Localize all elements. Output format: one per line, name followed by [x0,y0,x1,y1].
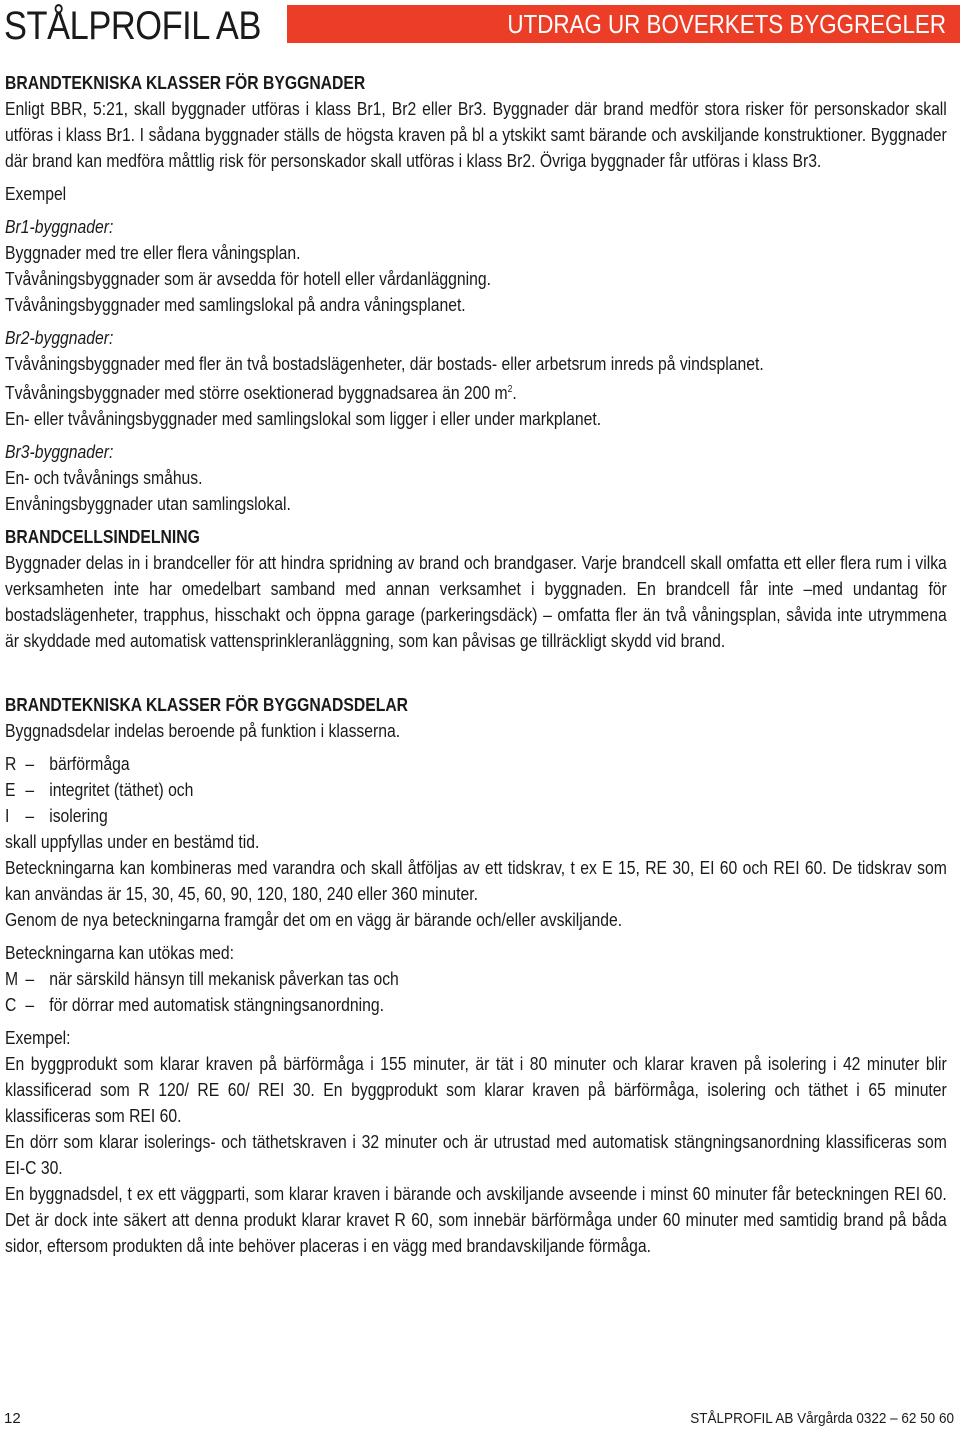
class-text: isolering [49,805,108,826]
example-label: Exempel [5,183,67,204]
class-letter: I [5,805,10,826]
br2-item: Tvåvåningsbyggnader med fler än två bostadslägenheter, där bostads- eller arbetsrum inreds på vindsplanet. [5,353,764,374]
extension-item [5,966,947,992]
br2-item-end: . [512,382,517,403]
class-dash: – [25,805,35,826]
extension-text: för dörrar med automatisk stängningsanordning. [49,994,384,1015]
extension-dash: – [25,968,35,989]
br1-item: Tvåvåningsbyggnader som är avsedda för hotell eller vårdanläggning. [5,268,492,289]
class-dash: – [25,779,35,800]
class-item [5,751,947,777]
extension-letter: M [5,968,19,989]
extension-text: när särskild hänsyn till mekanisk påverkan tas och [49,968,399,989]
example-paragraph: En byggnadsdel, t ex ett väggparti, som klarar kraven i bärande och avskiljande avseende i minst 60 minuter får beteckningen REI 60. Det är dock inte säkert att denna produkt klarar kravet R 60, som innebär bärförmåga under 60 minuter med samtidig brand på båda sidor, eftersom produkten då inte behöver placeras i en vägg med brandavskiljande förmåga. [5,1183,947,1256]
class-letter: E [5,779,16,800]
page-number: 12 [4,1410,21,1427]
br2-label: Br2-byggnader: [5,327,114,348]
example-paragraph: En byggprodukt som klarar kraven på bärförmåga i 155 minuter, är tät i 80 minuter och klarar kraven på isolering i 42 minuter blir klassificerad som R 120/ RE 60/ REI 30. En byggprodukt som klarar kraven på bärförmåga, isolering och täthet i 65 minuter klassificeras som REI 60. [5,1053,947,1126]
br3-item: Envåningsbyggnader utan samlingslokal. [5,493,291,514]
br2-item [5,377,947,406]
br2-item: En- eller tvåvåningsbyggnader med samlingslokal som ligger i eller under markplanet. [5,408,602,429]
br3-label: Br3-byggnader: [5,441,114,462]
new-designations-text: Genom de nya beteckningarna framgår det om en vägg är bärande och/eller avskiljande. [5,909,623,930]
page-header [0,0,960,56]
class-text: bärförmåga [49,753,130,774]
extension-dash: – [25,994,35,1015]
extension-letter: C [5,994,17,1015]
classes-requirement: skall uppfyllas under en bestämd tid. [5,831,260,852]
superscript: 2 [507,384,513,395]
fire-cells-body: Byggnader delas in i brandceller för att hindra spridning av brand och brandgaser. Varje brandcell skall omfatta ett eller flera rum i vilka verksamheten inte har omedelbart samband med annan verksamhet i byggnaden. En brandcell får inte –med undantag för bostadslägenheter, trapphus, hisschakt och öppna garage (parkeringsdäck) – omfatta fler än två våningsplan, såvida inte utrymmena är skyddade med automatisk vattensprinkleranläggning, som kan påvisas ge tillräckligt skydd vid brand. [5,552,947,651]
combination-text: Beteckningarna kan kombineras med varandra och skall åtföljas av ett tidskrav, t ex E 15, RE 30, EI 60 och REI 60. De tidskrav som kan användas är 15, 30, 45, 60, 90, 120, 180, 240 eller 360 minuter. [5,857,947,904]
document-body [5,70,947,1259]
section-heading-building-classes: BRANDTEKNISKA KLASSER FÖR BYGGNADER [5,72,366,93]
class-item [5,777,947,803]
class-text: integritet (täthet) och [49,779,194,800]
br1-label: Br1-byggnader: [5,216,114,237]
br3-item: En- och tvåvånings småhus. [5,467,203,488]
class-item [5,803,947,829]
extension-item [5,992,947,1018]
br1-item: Tvåvåningsbyggnader med samlingslokal på andra våningsplanet. [5,294,466,315]
br1-item: Byggnader med tre eller flera våningsplan. [5,242,301,263]
class-dash: – [25,753,35,774]
header-banner [287,5,960,43]
br2-item-text: Tvåvåningsbyggnader med större osektionerad byggnadsarea än 200 m [5,382,508,403]
company-name: STÅLPROFIL AB [4,4,261,48]
building-classes-intro: Enligt BBR, 5:21, skall byggnader utföras i klass Br1, Br2 eller Br3. Byggnader där brand medför stora risker för personskador skall utföras i klass Br1. I sådana byggnader ställs de högsta kraven på bl a ytskikt samt bärande och avskiljande konstruktioner. Byggnader där brand kan medföra måttlig risk för personskador skall utföras i klass Br2. Övriga byggnader får utföras i klass Br3. [5,98,947,171]
example-label: Exempel: [5,1027,71,1048]
extension-label: Beteckningarna kan utökas med: [5,942,235,963]
footer-company-contact: STÅLPROFIL AB Vårgårda 0322 – 62 50 60 [690,1410,954,1427]
page-footer [0,1410,960,1432]
building-parts-intro: Byggnadsdelar indelas beroende på funktion i klasserna. [5,720,401,741]
class-letter: R [5,753,17,774]
section-heading-building-parts: BRANDTEKNISKA KLASSER FÖR BYGGNADSDELAR [5,694,409,715]
example-paragraph: En dörr som klarar isolerings- och täthetskraven i 32 minuter och är utrustad med automatisk stängningsanordning klassificeras som EI-C 30. [5,1131,947,1178]
banner-title: UTDRAG UR BOVERKETS BYGGREGLER [507,9,946,39]
section-heading-fire-cells: BRANDCELLSINDELNING [5,526,200,547]
